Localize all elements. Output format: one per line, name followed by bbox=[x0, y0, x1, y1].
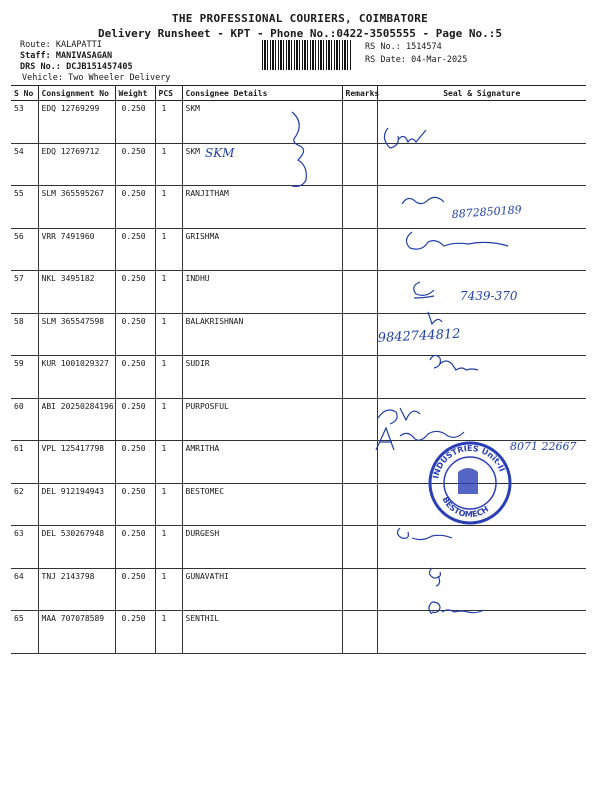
vehicle-value: Two Wheeler Delivery bbox=[68, 73, 171, 83]
cell-consignee: SKM bbox=[182, 101, 342, 144]
cell-sno: 59 bbox=[11, 356, 38, 399]
cell-sno: 61 bbox=[11, 441, 38, 484]
skm-brace-icon bbox=[292, 112, 306, 186]
cell-consignment: MAA 707078589 bbox=[38, 611, 115, 654]
cell-sno: 54 bbox=[11, 143, 38, 186]
col-pcs: PCS bbox=[155, 86, 182, 101]
cell-sno: 55 bbox=[11, 186, 38, 229]
staff-value: MANIVASAGAN bbox=[55, 51, 113, 61]
col-weight: Weight bbox=[115, 86, 155, 101]
cell-weight: 0.250 bbox=[115, 441, 155, 484]
cell-consignee: SENTHIL bbox=[182, 611, 342, 654]
cell-consignment: KUR 1001029327 bbox=[38, 356, 115, 399]
cell-pcs: 1 bbox=[155, 526, 182, 569]
cell-consignment: DEL 912194943 bbox=[38, 483, 115, 526]
cell-consignment: NKL 3495182 bbox=[38, 271, 115, 314]
vehicle-label: Vehicle: bbox=[22, 73, 63, 83]
cell-consignee: GUNAVATHI bbox=[182, 568, 342, 611]
cell-sno: 63 bbox=[11, 526, 38, 569]
signature-57 bbox=[414, 282, 434, 298]
route-value: KALAPATTI bbox=[55, 40, 102, 50]
cell-weight: 0.250 bbox=[115, 143, 155, 186]
signature-65 bbox=[429, 602, 484, 614]
cell-pcs: 1 bbox=[155, 441, 182, 484]
cell-sno: 62 bbox=[11, 483, 38, 526]
signature-58 bbox=[428, 312, 442, 324]
col-consignment: Consignment No bbox=[38, 86, 115, 101]
cell-consignee: PURPOSFUL bbox=[182, 398, 342, 441]
cell-consignment: EDQ 12769712 bbox=[38, 143, 115, 186]
cell-sno: 58 bbox=[11, 313, 38, 356]
company-stamp bbox=[430, 443, 510, 523]
cell-pcs: 1 bbox=[155, 313, 182, 356]
cell-weight: 0.250 bbox=[115, 101, 155, 144]
cell-weight: 0.250 bbox=[115, 356, 155, 399]
cell-sno: 65 bbox=[11, 611, 38, 654]
cell-weight: 0.250 bbox=[115, 186, 155, 229]
cell-pcs: 1 bbox=[155, 568, 182, 611]
col-signature: Seal & Signature bbox=[377, 86, 586, 101]
drs-label: DRS No.: bbox=[20, 62, 61, 72]
runsheet-title: Delivery Runsheet - KPT - Phone No.:0422-3505555 - Page No.:5 bbox=[98, 27, 502, 40]
cell-weight: 0.250 bbox=[115, 313, 155, 356]
cell-pcs: 1 bbox=[155, 143, 182, 186]
rs-no-label: RS No.: bbox=[365, 42, 401, 52]
cell-consignee: BALAKRISHNAN bbox=[182, 313, 342, 356]
staff-label: Staff: bbox=[20, 51, 51, 61]
cell-consignee: SUDIR bbox=[182, 356, 342, 399]
cell-pcs: 1 bbox=[155, 398, 182, 441]
handwritten-phone-57: 7439-370 bbox=[460, 289, 518, 303]
cell-consignment: VPL 125417798 bbox=[38, 441, 115, 484]
col-remarks: Remarks bbox=[342, 86, 377, 101]
cell-pcs: 1 bbox=[155, 356, 182, 399]
signature-60 bbox=[378, 408, 420, 424]
rs-no-value: 1514574 bbox=[405, 42, 442, 52]
cell-consignee: RANJITHAM bbox=[182, 186, 342, 229]
cell-consignee: DURGESH bbox=[182, 526, 342, 569]
drs-value: DCJB151457405 bbox=[66, 62, 133, 72]
cell-weight: 0.250 bbox=[115, 526, 155, 569]
route-label: Route: bbox=[20, 40, 51, 50]
cell-pcs: 1 bbox=[155, 186, 182, 229]
cell-consignee: BESTOMEC bbox=[182, 483, 342, 526]
signature-59 bbox=[430, 355, 478, 370]
rs-date-value: 04-Mar-2025 bbox=[411, 55, 468, 65]
cell-consignment: SLM 365547598 bbox=[38, 313, 115, 356]
cell-consignment: SLM 365595267 bbox=[38, 186, 115, 229]
handwritten-skm: SKM bbox=[205, 146, 235, 160]
cell-consignee: INDHU bbox=[182, 271, 342, 314]
cell-consignee: GRISHMA bbox=[182, 228, 342, 271]
cell-weight: 0.250 bbox=[115, 271, 155, 314]
company-title: THE PROFESSIONAL COURIERS, COIMBATORE bbox=[171, 12, 429, 25]
handwritten-phone-61: 8071 22667 bbox=[510, 440, 577, 453]
cell-sno: 64 bbox=[11, 568, 38, 611]
signature-53 bbox=[384, 128, 426, 148]
cell-sno: 60 bbox=[11, 398, 38, 441]
cell-consignment: DEL 530267948 bbox=[38, 526, 115, 569]
signature-55 bbox=[402, 197, 444, 204]
cell-weight: 0.250 bbox=[115, 398, 155, 441]
cell-consignment: VRR 7491960 bbox=[38, 228, 115, 271]
col-sno: S No bbox=[11, 86, 38, 101]
cell-consignment: ABI 20250284196 bbox=[38, 398, 115, 441]
signature-56 bbox=[406, 232, 508, 249]
cell-weight: 0.250 bbox=[115, 611, 155, 654]
cell-weight: 0.250 bbox=[115, 568, 155, 611]
rs-date-label: RS Date: bbox=[365, 55, 406, 65]
cell-weight: 0.250 bbox=[115, 228, 155, 271]
cell-pcs: 1 bbox=[155, 611, 182, 654]
cell-sno: 56 bbox=[11, 228, 38, 271]
cell-consignee: SKM bbox=[182, 143, 342, 186]
handwritten-phone-58: 9842744812 bbox=[377, 326, 461, 346]
handwritten-phone-55: 8872850189 bbox=[451, 203, 523, 221]
cell-consignment: TNJ 2143798 bbox=[38, 568, 115, 611]
cell-weight: 0.250 bbox=[115, 483, 155, 526]
cell-pcs: 1 bbox=[155, 483, 182, 526]
cell-pcs: 1 bbox=[155, 228, 182, 271]
cell-consignee: AMRITHA bbox=[182, 441, 342, 484]
cell-pcs: 1 bbox=[155, 101, 182, 144]
col-consignee: Consignee Details bbox=[182, 86, 342, 101]
cell-sno: 53 bbox=[11, 101, 38, 144]
stamp-text-top: INDUSTRIES Unit-II bbox=[431, 443, 507, 480]
signature-63 bbox=[397, 528, 452, 540]
stamp-text-bottom: BESTOMECH bbox=[440, 495, 491, 520]
cell-sno: 57 bbox=[11, 271, 38, 314]
cell-consignment: EDQ 12769299 bbox=[38, 101, 115, 144]
cell-pcs: 1 bbox=[155, 271, 182, 314]
signature-64 bbox=[429, 568, 440, 586]
